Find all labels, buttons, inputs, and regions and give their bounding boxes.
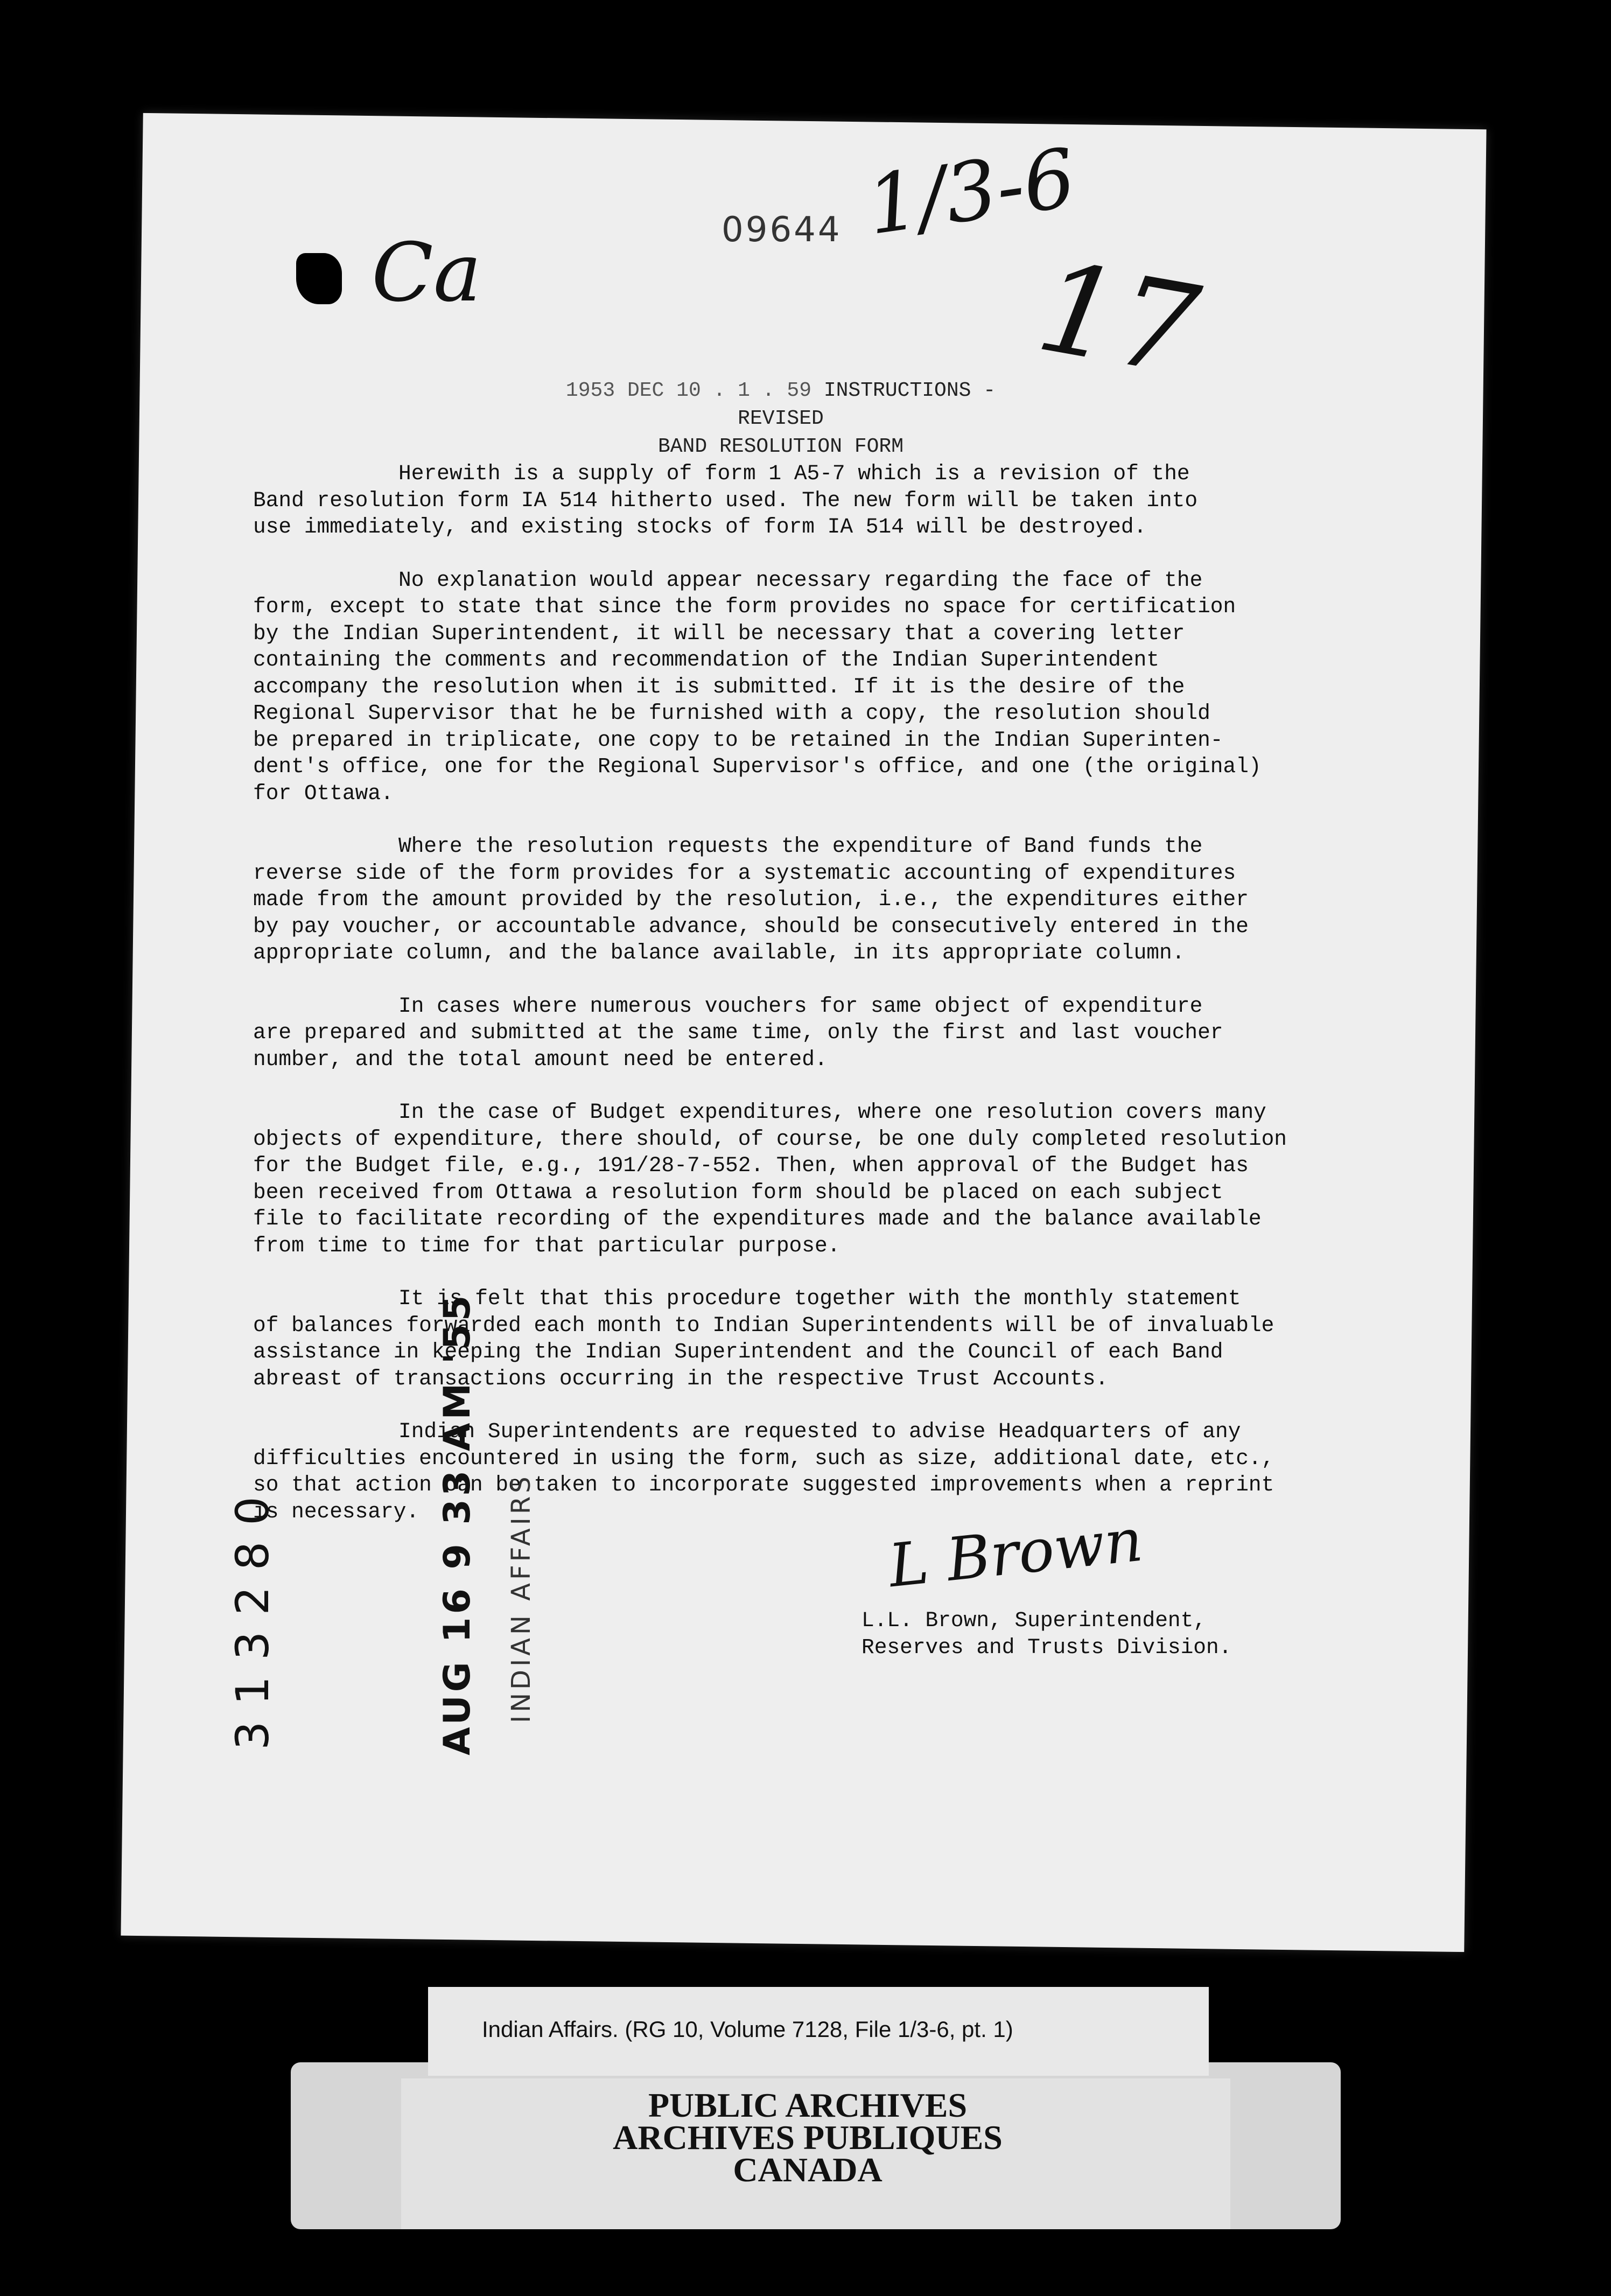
signatory-line-2: Reserves and Trusts Division. xyxy=(861,1635,1232,1660)
handwritten-file-number: 1/3-6 xyxy=(861,131,1081,254)
handwritten-ca: Ca xyxy=(372,226,482,320)
archives-line-2: ARCHIVES PUBLIQUES xyxy=(613,2118,1003,2157)
paragraph: Indian Superintendents are requested to advise Headquarters of any difficulties encountered in using the form, such as size, additional date, etc., so that action can be taken to incorporate suggested improvements when a reprint is necessary. xyxy=(253,1419,1274,1524)
title-line-2: BAND RESOLUTION FORM xyxy=(657,435,904,458)
paragraph: In the case of Budget expenditures, where one resolution covers many objects of expenditure, there should, of course, be one duly completed resolution for the Budget file, e.g., 191/28-7-552. Then, when approval of the Budget has been received from Ottawa a resolution form should be placed on each subject file to facilitate recording of the expenditures made and the balance available from time to time for that particular purpose. xyxy=(253,1100,1287,1258)
ink-blot xyxy=(296,253,342,304)
archives-label xyxy=(538,2086,1077,2189)
paragraph: In cases where numerous vouchers for same object of expenditure are prepared and submitted at the same time, only the first and last voucher number, and the total amount need be entered. xyxy=(253,993,1223,1072)
archives-line-1: PUBLIC ARCHIVES xyxy=(648,2086,968,2124)
archive-caption: Indian Affairs. (RG 10, Volume 7128, File 1/3-6, pt. 1) xyxy=(482,2017,1013,2042)
letter-body xyxy=(253,460,1362,1551)
document-header xyxy=(538,377,1023,461)
date-stamp: 1953 DEC 10 . 1 . 59 xyxy=(565,379,811,402)
paragraph: It is felt that this procedure together with the monthly statement of balances forwarded each month to Indian Superintendents will be of invaluable assistance in keeping the Indian Superintendent and the Council of each Band abreast of transactions occurring in the respective Trust Accounts. xyxy=(253,1286,1274,1391)
department-stamp: INDIAN AFFAIRS xyxy=(506,1473,536,1723)
handwritten-number: 17 xyxy=(1028,235,1208,404)
paragraph: Where the resolution requests the expenditure of Band funds the reverse side of the form provides for a systematic accounting of expenditures made from the amount provided by the resolution, i.e., the expenditures either by pay voucher, or accountable advance, should be consecutively entered in the appropriate column, and the balance available, in its appropriate column. xyxy=(253,834,1249,965)
document-number: 09644 xyxy=(722,210,842,250)
signatory-line-1: L.L. Brown, Superintendent, xyxy=(861,1608,1207,1633)
signature-block xyxy=(861,1607,1231,1661)
date-stamp-and-title xyxy=(538,377,1023,433)
received-date-stamp: AUG 16 9 33 AM '55 xyxy=(436,1292,479,1755)
archives-line-3: CANADA xyxy=(733,2151,882,2189)
paragraph: Herewith is a supply of form 1 A5-7 which is a revision of the Band resolution form IA 514 hitherto used. The new form will be taken into use immediately, and existing stocks of form IA 514 will be destroyed. xyxy=(253,461,1198,539)
reference-number-stamp: 313280 xyxy=(226,1480,279,1750)
paragraph: No explanation would appear necessary regarding the face of the form, except to state that since the form provides no space for certification by the Indian Superintendent, it will be necessary that a covering letter containing the comments and recommendation of the Indian Superintendent accompany the resolution when it is submitted. If it is the desire of the Regional Supervisor that he be furnished with a copy, the resolution should be prepared in triplicate, one copy to be retained in the Indian Superinten- dent's office, one for the Regional Supervisor's office, and one (the original) for Ottawa. xyxy=(253,568,1262,806)
title-line-1: INSTRUCTIONS - REVISED xyxy=(738,379,996,430)
handwritten-signature: L Brown xyxy=(885,1505,1146,1601)
